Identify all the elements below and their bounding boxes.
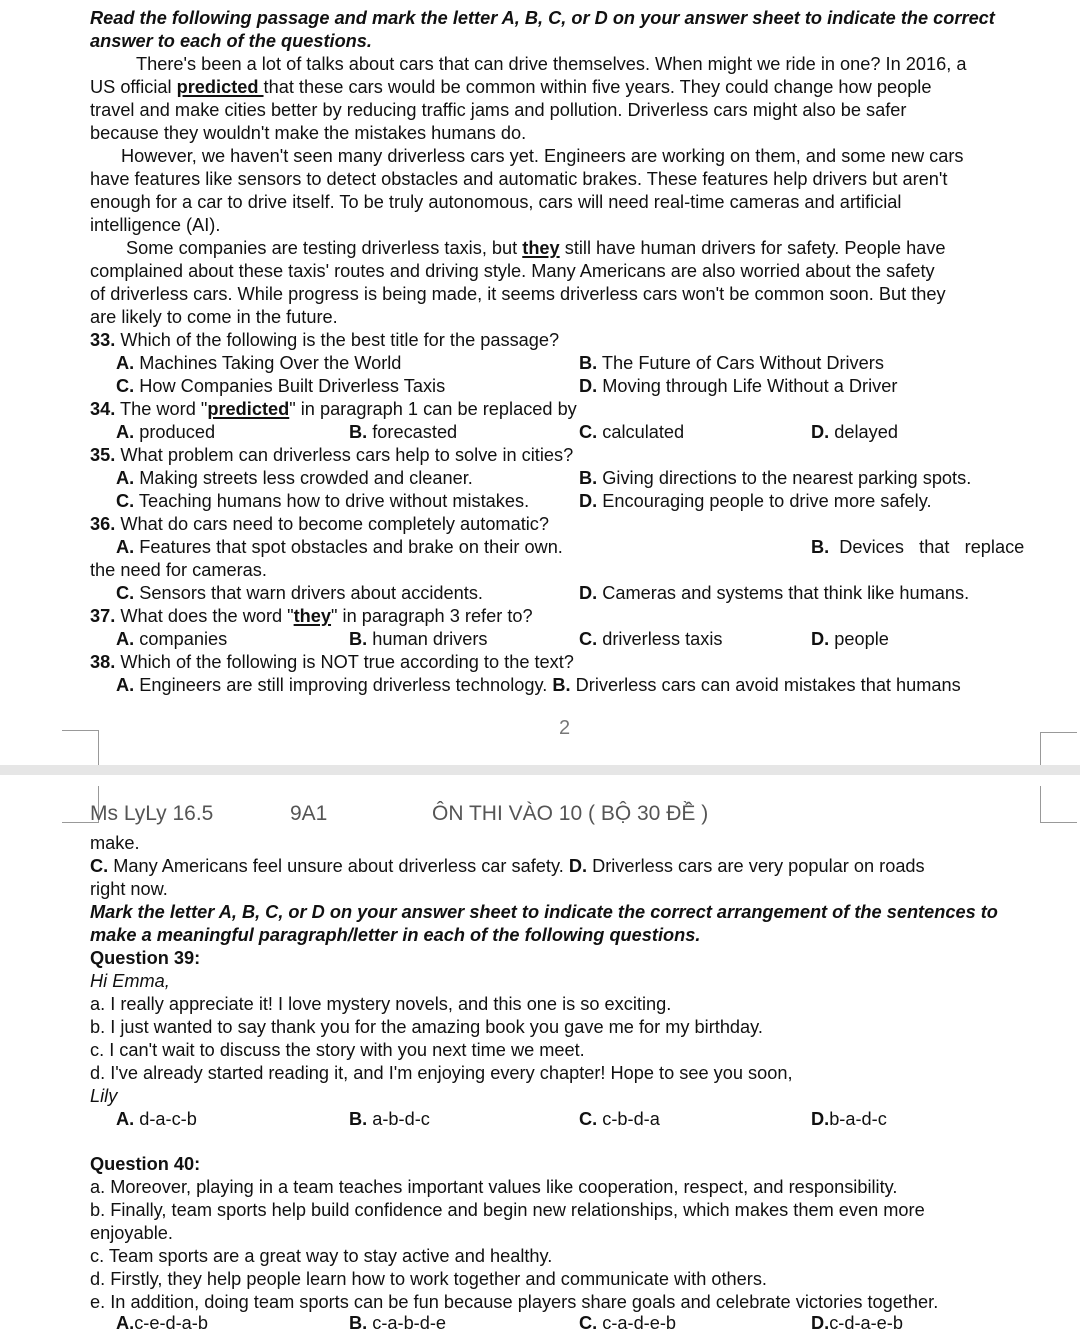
page-number: 2: [559, 717, 571, 739]
q40-line-c: c. Team sports are a great way to stay active and healthy.: [90, 1246, 553, 1266]
q37-option-d[interactable]: D. people: [811, 629, 889, 649]
q36-option-c[interactable]: C. Sensors that warn drivers about accidents.: [116, 583, 483, 603]
q39-option-d[interactable]: D.b-a-d-c: [811, 1109, 887, 1129]
q39-option-b[interactable]: B. a-b-d-c: [349, 1109, 430, 1129]
instruction-line-1: Read the following passage and mark the letter A, B, C, or D on your answer sheet to indicate the correct: [90, 8, 995, 28]
q38-options-row-2: [90, 855, 1042, 878]
page-separator: [0, 765, 1080, 775]
q39-option-a[interactable]: A. d-a-c-b: [116, 1109, 197, 1129]
word-they: they: [522, 238, 560, 258]
passage-p1-line-4: because they wouldn't make the mistakes humans do.: [90, 123, 527, 143]
q39-signature: Lily: [90, 1086, 118, 1106]
question-38: 38. Which of the following is NOT true according to the text?: [90, 652, 574, 672]
instruction2-line-1: Mark the letter A, B, C, or D on your answer sheet to indicate the correct arrangement of the sentences to: [90, 902, 998, 922]
q40-line-e: e. In addition, doing team sports can be fun because players share goals and celebrate victories together.: [90, 1292, 939, 1312]
passage-p2-line-3: enough for a car to drive itself. To be truly autonomous, cars will need real-time cameras and artificial: [90, 192, 902, 212]
q33-option-c[interactable]: C. How Companies Built Driverless Taxis: [116, 376, 446, 396]
q33-options-row-1: [116, 352, 1066, 375]
q39-line-b: b. I just wanted to say thank you for the amazing book you gave me for my birthday.: [90, 1017, 763, 1037]
q40-line-d: d. Firstly, they help people learn how to work together and communicate with others.: [90, 1269, 767, 1289]
q39-options-row: [116, 1108, 1066, 1131]
q40-option-d[interactable]: D.c-d-a-e-b: [811, 1313, 903, 1333]
q35-option-b[interactable]: B. Giving directions to the nearest parking spots.: [579, 468, 972, 488]
q35-option-a[interactable]: A. Making streets less crowded and cleaner.: [116, 468, 473, 488]
passage-p3-line-2: complained about these taxis' routes and driving style. Many Americans are also worried about the safety: [90, 261, 935, 281]
passage-p3-line-1: Some companies are testing driverless taxis, but they still have human drivers for safety. People have: [126, 238, 946, 258]
header-name: Ms LyLy 16.5: [90, 802, 214, 825]
q38-option-b-continued: make.: [90, 833, 140, 853]
q40-line-b: b. Finally, team sports help build confidence and begin new relationships, which makes them even more: [90, 1200, 925, 1220]
passage-p2-line-4: intelligence (AI).: [90, 215, 221, 235]
q39-line-c: c. I can't wait to discuss the story with you next time we meet.: [90, 1040, 585, 1060]
q35-options-row-2: [116, 490, 1066, 513]
q39-line-a: a. I really appreciate it! I love mystery novels, and this one is so exciting.: [90, 994, 672, 1014]
question-34: 34. The word "predicted" in paragraph 1 can be replaced by: [90, 399, 577, 419]
word-predicted: predicted: [176, 77, 264, 97]
instruction2-line-2: make a meaningful paragraph/letter in each of the following questions.: [90, 925, 701, 945]
q40-option-b[interactable]: B. c-a-b-d-e: [349, 1313, 447, 1333]
header-title: ÔN THI VÀO 10 ( BỘ 30 ĐỀ ): [432, 802, 709, 825]
passage-p2-line-1: However, we haven't seen many driverless cars yet. Engineers are working on them, and some new cars: [121, 146, 964, 166]
crop-mark-top-right: [1040, 732, 1077, 767]
q35-options-row-1: [116, 467, 1066, 490]
question-37: 37. What does the word "they" in paragraph 3 refer to?: [90, 606, 533, 626]
q38-option-d[interactable]: D. Driverless cars are very popular on roads: [568, 856, 925, 876]
instruction-line-2: answer to each of the questions.: [90, 31, 372, 51]
q34-options-row: [116, 421, 1066, 444]
q34-option-d[interactable]: D. delayed: [811, 422, 898, 442]
q36-option-b-continued: the need for cameras.: [90, 560, 267, 580]
q36-option-a[interactable]: A. Features that spot obstacles and brake on their own.: [116, 537, 563, 557]
q37-option-b[interactable]: B. human drivers: [349, 629, 488, 649]
q40-option-c[interactable]: C. c-a-d-e-b: [579, 1313, 677, 1333]
q33-option-a[interactable]: A. Machines Taking Over the World: [116, 353, 402, 373]
q40-option-a[interactable]: A.c-e-d-a-b: [116, 1313, 208, 1333]
passage-p3-line-4: are likely to come in the future.: [90, 307, 338, 327]
question-33: 33. Which of the following is the best title for the passage?: [90, 330, 560, 350]
question-39-title: Question 39:: [90, 948, 201, 968]
crop-mark-bottom-right: [1040, 786, 1077, 823]
q39-line-d: d. I've already started reading it, and I'm enjoying every chapter! Hope to see you soon,: [90, 1063, 793, 1083]
q38-option-a[interactable]: A. Engineers are still improving driverless technology. B. Driverless cars can avoid mistakes that humans: [116, 675, 961, 695]
passage-p1-line-1: There's been a lot of talks about cars that can drive themselves. When might we ride in one? In 2016, a: [136, 54, 967, 74]
q39-greeting: Hi Emma,: [90, 971, 170, 991]
question-35: 35. What problem can driverless cars help to solve in cities?: [90, 445, 574, 465]
q40-line-a: a. Moreover, playing in a team teaches important values like cooperation, respect, and responsibility.: [90, 1177, 898, 1197]
q36-option-b[interactable]: B. Devices that replace: [811, 537, 1025, 557]
q40-line-b-continued: enjoyable.: [90, 1223, 173, 1243]
q33-option-b[interactable]: B. The Future of Cars Without Drivers: [579, 353, 884, 373]
q37-options-row: [116, 628, 1066, 651]
q37-option-c[interactable]: C. driverless taxis: [579, 629, 723, 649]
passage-p1-line-2: US official predicted that these cars would be common within five years. They could change how people: [90, 77, 932, 97]
q36-option-d[interactable]: D. Cameras and systems that think like humans.: [579, 583, 970, 603]
q36-options-row-2: [116, 582, 1066, 605]
q36-options-row-1: [116, 536, 1066, 559]
q38-option-d-continued: right now.: [90, 879, 168, 899]
q33-option-d[interactable]: D. Moving through Life Without a Driver: [579, 376, 898, 396]
q38-options-row-1: [116, 674, 1066, 697]
q34-option-c[interactable]: C. calculated: [579, 422, 685, 442]
q37-option-a[interactable]: A. companies: [116, 629, 228, 649]
q33-options-row-2: [116, 375, 1066, 398]
passage-p1-line-3: travel and make cities better by reducing traffic jams and pollution. Driverless cars might also be safer: [90, 100, 907, 120]
passage-p2-line-2: have features like sensors to detect obstacles and automatic brakes. These features help drivers but aren't: [90, 169, 948, 189]
question-40-title: Question 40:: [90, 1154, 201, 1174]
q40-options-row: [116, 1312, 1066, 1335]
q38-option-c[interactable]: C. Many Americans feel unsure about driverless car safety.: [90, 856, 564, 876]
q34-option-b[interactable]: B. forecasted: [349, 422, 458, 442]
q35-option-d[interactable]: D. Encouraging people to drive more safely.: [579, 491, 932, 511]
passage-p3-line-3: of driverless cars. While progress is being made, it seems driverless cars won't be common soon. But they: [90, 284, 946, 304]
question-36: 36. What do cars need to become completely automatic?: [90, 514, 550, 534]
crop-mark-top-left: [62, 730, 99, 767]
q35-option-c[interactable]: C. Teaching humans how to drive without mistakes.: [116, 491, 530, 511]
header-class: 9A1: [290, 802, 328, 825]
q34-option-a[interactable]: A. produced: [116, 422, 216, 442]
q39-option-c[interactable]: C. c-b-d-a: [579, 1109, 660, 1129]
